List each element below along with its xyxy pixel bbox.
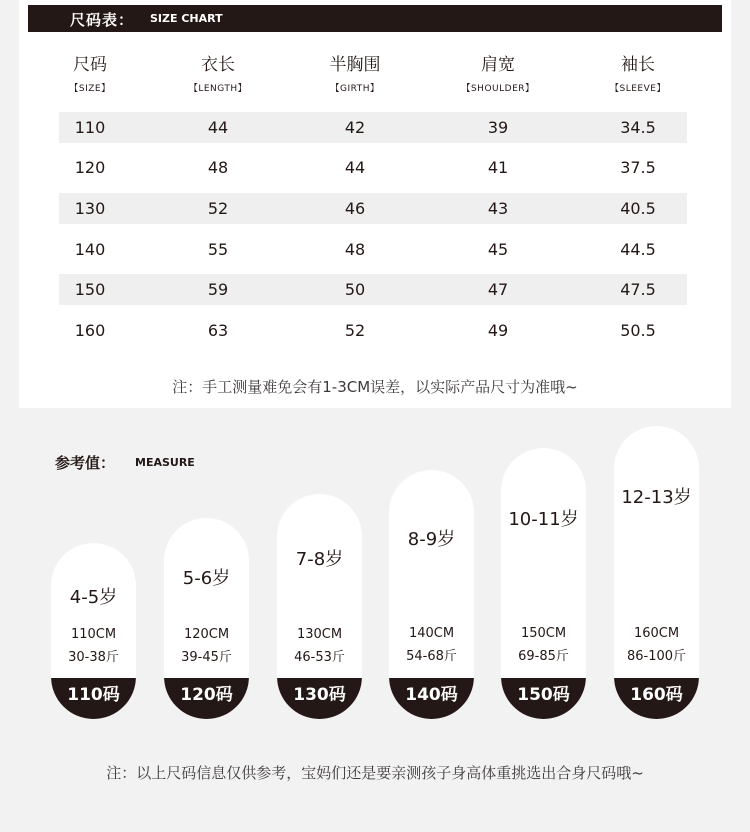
- size-chart-title-en: SIZE CHART: [150, 12, 223, 25]
- size-label: 130码: [277, 678, 362, 719]
- size-label: 120码: [164, 678, 249, 719]
- table-row: 150 59 50 47 47.5: [59, 274, 687, 305]
- size-card-150: 10-11岁 150CM 69-85斤 150码: [501, 448, 586, 719]
- size-label: 160码: [614, 678, 699, 719]
- table-row: 120 48 44 41 37.5: [74, 158, 656, 177]
- column-header-girth: 半胸围 【GIRTH】: [329, 55, 381, 94]
- reference-title: 参考值：: [55, 454, 116, 472]
- column-header-length: 衣长 【LENGTH】: [188, 55, 248, 94]
- size-card-130: 7-8岁 130CM 46-53斤 130码: [277, 494, 362, 719]
- table-row: 140 55 48 45 44.5: [74, 240, 656, 259]
- column-header-size: 尺码 【SIZE】: [69, 55, 111, 94]
- size-label: 140码: [389, 678, 474, 719]
- table-row: 130 52 46 43 40.5: [59, 193, 687, 224]
- size-label: 110码: [51, 678, 136, 719]
- size-label: 150码: [501, 678, 586, 719]
- table-row: 160 63 52 49 50.5: [74, 321, 656, 340]
- column-header-shoulder: 肩宽 【SHOULDER】: [461, 55, 535, 94]
- table-row: 110 44 42 39 34.5: [59, 112, 687, 143]
- size-chart-header: [28, 5, 722, 32]
- column-header-sleeve: 袖长 【SLEEVE】: [610, 55, 666, 94]
- size-card-110: 4-5岁 110CM 30-38斤 110码: [51, 543, 136, 719]
- size-card-120: 5-6岁 120CM 39-45斤 120码: [164, 518, 249, 719]
- size-card-140: 8-9岁 140CM 54-68斤 140码: [389, 470, 474, 719]
- reference-title-en: MEASURE: [135, 456, 195, 469]
- size-chart-title: 尺码表：: [70, 11, 135, 29]
- bottom-note: 注：以上尺码信息仅供参考，宝妈们还是要亲测孩子身高体重挑选出合身尺码哦~: [106, 764, 644, 782]
- table-note: 注：手工测量难免会有1-3CM误差，以实际产品尺寸为准哦~: [172, 378, 578, 396]
- size-card-160: 12-13岁 160CM 86-100斤 160码: [614, 426, 699, 719]
